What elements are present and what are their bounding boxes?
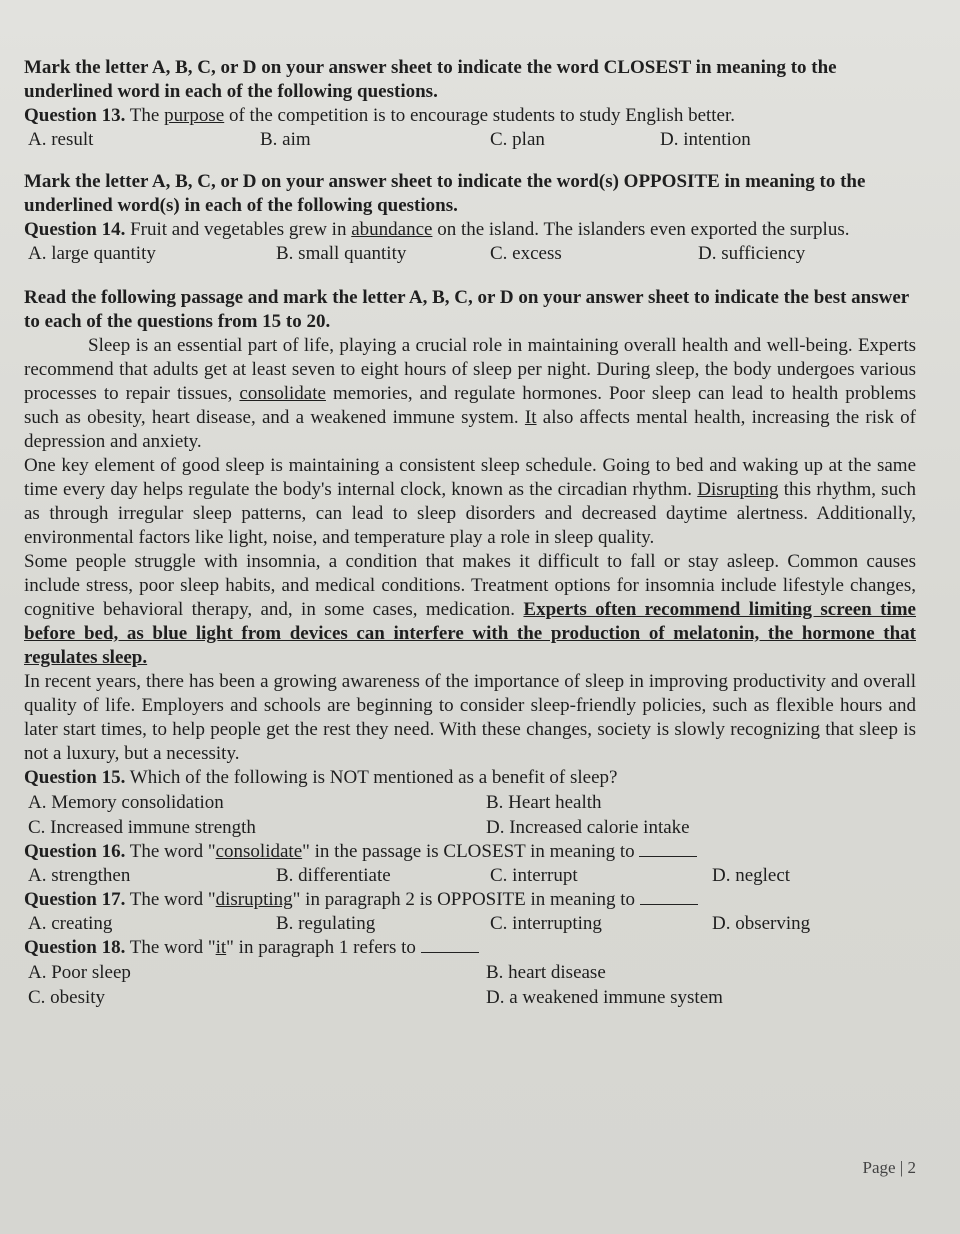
section1-instruction: Mark the letter A, B, C, or D on your answer sheet to indicate the word CLOSEST in meaning to the underlined word in each of the following questions. — [24, 57, 837, 102]
q18-option-c: C. obesity — [28, 987, 106, 1008]
q14-option-b: B. small quantity — [276, 243, 407, 264]
passage-word-it: It — [524, 407, 537, 428]
q17-options — [28, 912, 916, 936]
q18-options-row-1 — [24, 960, 916, 985]
q14-options — [28, 242, 916, 266]
q13-options — [28, 128, 916, 152]
q13-option-b: B. aim — [260, 129, 311, 150]
question-17-label: Question 17. — [24, 889, 126, 910]
q17-option-a: A. creating — [28, 913, 113, 934]
question-16: Question 16. The word "consolidate" in the passage is CLOSEST in meaning to — [24, 840, 916, 864]
q15-option-b: B. Heart health — [486, 792, 602, 813]
q18-option-a: A. Poor sleep — [28, 962, 131, 983]
question-14: Question 14. Fruit and vegetables grew in abundance on the island. The islanders even exported the surplus. — [24, 219, 850, 240]
question-18-label: Question 18. — [24, 937, 126, 958]
question-14-label: Question 14. — [24, 219, 126, 240]
q17-option-c: C. interrupting — [490, 913, 602, 934]
q15-option-d: D. Increased calorie intake — [486, 817, 690, 838]
question-13-label: Question 13. — [24, 105, 126, 126]
q15-option-c: C. Increased immune strength — [28, 817, 256, 838]
q18-options-row-2 — [24, 985, 916, 1010]
passage-paragraph-3: Some people struggle with insomnia, a condition that makes it difficult to fall or stay asleep. Common causes include stress, poor sleep habits, and medical conditions. Treatment options for insomnia include lifestyle changes, cognitive behavioral therapy, and, in some cases, medication. Experts often recommend limiting screen time before bed, as blue light from devices can interfere with the production of melatonin, the hormone that regulates sleep. — [24, 551, 916, 668]
passage-paragraph-4: In recent years, there has been a growing awareness of the importance of sleep in improving productivity and overall quality of life. Employers and schools are beginning to consider sleep-friendly policies, such as flexible hours and later start times, to help people get the rest they need. With these changes, society is slowly recognizing that sleep is not a luxury, but a necessity. — [24, 671, 916, 764]
q13-option-d: D. intention — [660, 129, 751, 150]
passage-word-consolidate: consolidate — [239, 383, 326, 404]
answer-blank — [421, 938, 479, 953]
passage-bold-sentence: Experts often recommend limiting screen time before bed, as blue light from devices can interfere with the production of melatonin, the hormone that regulates sleep. — [24, 599, 916, 668]
q16-options — [28, 864, 916, 888]
q13-option-c: C. plan — [490, 129, 545, 150]
passage-paragraph-1: Sleep is an essential part of life, playing a crucial role in maintaining overall health and well-being. Experts recommend that adults get at least seven to eight hours of sleep per night. During sleep, the body undergoes various processes to repair tissues, consolidate memories, and regulate hormones. Poor sleep can lead to health problems such as obesity, heart disease, and a weakened immune system. It also affects mental health, increasing the risk of depression and anxiety. — [24, 335, 917, 452]
q18-option-b: B. heart disease — [486, 962, 606, 983]
q18-option-d: D. a weakened immune system — [486, 987, 723, 1008]
answer-blank — [639, 842, 697, 857]
question-15-label: Question 15. — [24, 767, 126, 788]
q16-option-d: D. neglect — [712, 865, 791, 886]
q15-option-a: A. Memory consolidation — [28, 792, 224, 813]
q15-options-row-2 — [24, 815, 916, 840]
q14-option-a: A. large quantity — [28, 243, 156, 264]
section3-instruction: Read the following passage and mark the letter A, B, C, or D on your answer sheet to indicate the best answer to each of the questions from 15 to 20. — [24, 287, 909, 332]
question-17: Question 17. The word "disrupting" in paragraph 2 is OPPOSITE in meaning to — [24, 888, 916, 912]
section2-instruction: Mark the letter A, B, C, or D on your answer sheet to indicate the word(s) OPPOSITE in meaning to the underlined word(s) in each of the following questions. — [24, 171, 866, 216]
q16-option-c: C. interrupt — [490, 865, 578, 886]
question-15: Question 15. Which of the following is NOT mentioned as a benefit of sleep? — [24, 767, 618, 788]
q17-option-b: B. regulating — [276, 913, 376, 934]
answer-blank — [640, 890, 698, 905]
q16-option-a: A. strengthen — [28, 865, 131, 886]
question-16-label: Question 16. — [24, 841, 126, 862]
question-13: Question 13. The purpose of the competition is to encourage students to study English better. — [24, 105, 736, 126]
page-number: Page | 2 — [862, 1158, 916, 1177]
passage-word-disrupting: Disrupting — [697, 479, 779, 500]
q16-option-b: B. differentiate — [276, 865, 391, 886]
q15-options-row-1 — [24, 790, 916, 815]
q13-option-a: A. result — [28, 129, 94, 150]
q14-underlined-word: abundance — [351, 219, 433, 240]
q16-underlined-word: consolidate — [215, 841, 303, 862]
q14-option-d: D. sufficiency — [698, 243, 806, 264]
passage-paragraph-2: One key element of good sleep is maintaining a consistent sleep schedule. Going to bed and waking up at the same time every day helps regulate the body's internal clock, known as the circadian rhythm. Disrupting this rhythm, such as through irregular sleep patterns, can lead to sleep disorders and decreased daytime alertness. Additionally, environmental factors like light, noise, and temperature play a role in sleep quality. — [24, 455, 916, 548]
question-18: Question 18. The word "it" in paragraph 1 refers to — [24, 936, 916, 960]
q17-underlined-word: disrupting — [215, 889, 293, 910]
q18-underlined-word: it — [215, 937, 227, 958]
q14-option-c: C. excess — [490, 243, 562, 264]
q13-underlined-word: purpose — [164, 105, 225, 126]
q17-option-d: D. observing — [712, 913, 811, 934]
